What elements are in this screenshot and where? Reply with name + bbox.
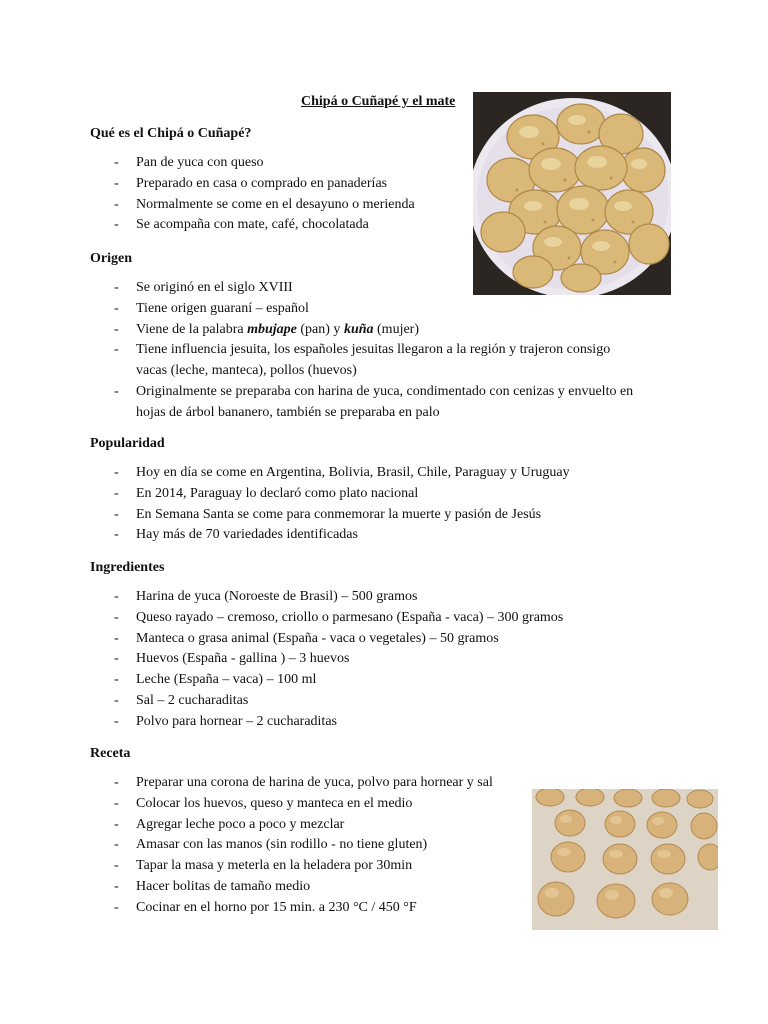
dough-tray-photo — [532, 789, 718, 930]
dough-tray-illustration — [532, 789, 718, 930]
list-item: - Sal – 2 cucharaditas — [90, 691, 563, 712]
chipa-plate-illustration — [473, 92, 671, 295]
emphasis-word: kuña — [343, 321, 374, 337]
item-line: hojas de árbol bananero, también se preparaba en palo — [136, 404, 440, 420]
list-item: - En Semana Santa se come para conmemorar la muerte y pasión de Jesús — [90, 505, 570, 526]
bullet-list — [90, 278, 633, 424]
bullet-list — [90, 587, 563, 733]
list-item: - Leche (España – vaca) – 100 ml — [90, 670, 563, 691]
list-item — [90, 382, 633, 424]
section-heading: Popularidad — [90, 436, 165, 451]
document-title: Chipá o Cuñapé y el mate — [301, 94, 456, 109]
list-item: - Queso rayado – cremoso, criollo o parmesano (España - vaca) – 300 gramos — [90, 608, 563, 629]
list-item: - Polvo para hornear – 2 cucharaditas — [90, 712, 563, 733]
list-item: - Preparado en casa o comprado en panaderías — [90, 174, 415, 195]
item-text: Viene de la palabra — [136, 321, 248, 337]
item-line: - Originalmente se preparaba con harina de yuca, condimentado con cenizas y envuelto en — [136, 383, 634, 399]
list-item: - Se acompaña con mate, café, chocolatada — [90, 215, 415, 236]
list-item: - Preparar una corona de harina de yuca, polvo para hornear y sal — [90, 773, 493, 794]
list-item: - En 2014, Paraguay lo declaró como plato nacional — [90, 484, 570, 505]
list-item: - Hoy en día se come en Argentina, Bolivia, Brasil, Chile, Paraguay y Uruguay — [90, 463, 570, 484]
bullet-list — [90, 463, 570, 546]
section-que-es — [90, 125, 415, 236]
item-text: (mujer) — [373, 321, 419, 337]
list-item: - Pan de yuca con queso — [90, 153, 415, 174]
item-line: vacas (leche, manteca), pollos (huevos) — [136, 363, 357, 379]
list-item: - Cocinar en el horno por 15 min. a 230 °C / 450 °F — [90, 898, 493, 919]
bullet-list — [90, 773, 493, 919]
chipa-plate-photo — [473, 92, 671, 295]
section-heading: Qué es el Chipá o Cuñapé? — [90, 126, 252, 141]
list-item: - Tapar la masa y meterla en la heladera por 30min — [90, 856, 493, 877]
section-heading: Ingredientes — [90, 560, 165, 575]
list-item: - Hay más de 70 variedades identificadas — [90, 525, 570, 546]
emphasis-word: mbujape — [247, 321, 297, 337]
section-receta — [90, 745, 493, 919]
list-item — [90, 340, 633, 382]
list-item: - Normalmente se come en el desayuno o merienda — [90, 195, 415, 216]
list-item: - Se originó en el siglo XVIII — [90, 278, 633, 299]
section-popularidad — [90, 435, 570, 546]
item-line: - Tiene influencia jesuita, los españoles jesuitas llegaron a la región y trajeron consigo — [136, 342, 611, 358]
section-heading: Origen — [90, 251, 132, 266]
list-item: - Huevos (España - gallina ) – 3 huevos — [90, 649, 563, 670]
item-text: (pan) y — [296, 321, 344, 337]
bullet-list — [90, 153, 415, 236]
list-item: - Hacer bolitas de tamaño medio — [90, 877, 493, 898]
section-ingredientes — [90, 559, 563, 733]
list-item: - Harina de yuca (Noroeste de Brasil) – 500 gramos — [90, 587, 563, 608]
section-heading: Receta — [90, 746, 131, 761]
list-item: - Manteca o grasa animal (España - vaca o vegetales) – 50 gramos — [90, 629, 563, 650]
list-item: - Agregar leche poco a poco y mezclar — [90, 815, 493, 836]
list-item — [90, 320, 633, 341]
list-item: - Amasar con las manos (sin rodillo - no tiene gluten) — [90, 835, 493, 856]
list-item: - Colocar los huevos, queso y manteca en el medio — [90, 794, 493, 815]
list-item: - Tiene origen guaraní – español — [90, 299, 633, 320]
